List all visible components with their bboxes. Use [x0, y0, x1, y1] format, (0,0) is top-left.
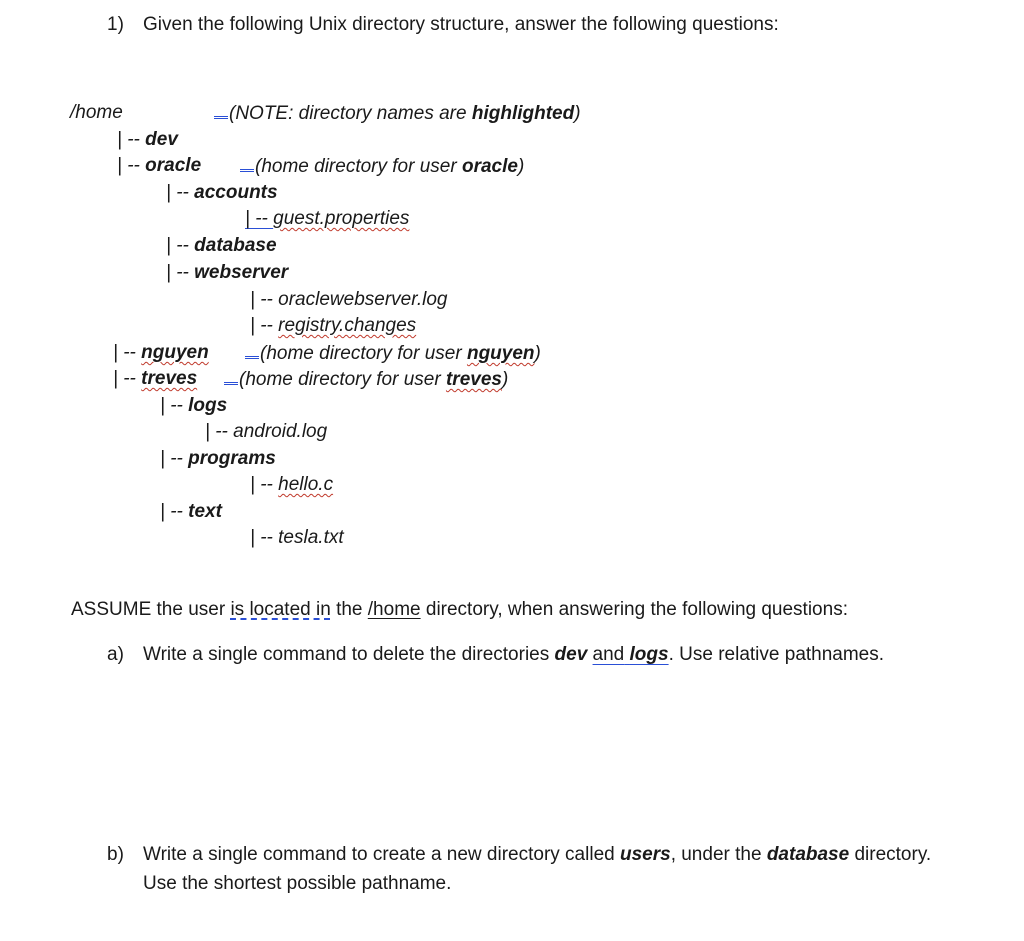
tree-treves: | -- treves [113, 368, 198, 389]
tree-nguyen-note: (home directory for user nguyen) [245, 342, 541, 365]
tree-treves-note: (home directory for user treves) [224, 368, 508, 391]
tree-oracle: | -- oracle [117, 155, 202, 176]
tree-accounts: | -- accounts [166, 182, 278, 203]
tree-text: | -- text [160, 501, 222, 522]
tree-android-log: | -- android.log [205, 421, 328, 442]
tree-programs: | -- programs [160, 448, 276, 469]
tree-logs: | -- logs [160, 395, 228, 416]
question-number: 1) [107, 14, 124, 35]
assume-paragraph: ASSUME the user is located in the /home directory, when answering the following questions: [71, 599, 848, 620]
tree-dev: | -- dev [117, 129, 178, 150]
tree-oraclewebserver-log: | -- oraclewebserver.log [250, 289, 448, 310]
tree-registry-changes: | -- registry.changes [250, 315, 417, 336]
part-a-label: a) [107, 644, 124, 665]
tree-database: | -- database [166, 235, 277, 256]
part-b-text-line2: Use the shortest possible pathname. [143, 873, 452, 894]
comment-marker-icon [224, 368, 238, 385]
tree-tesla-txt: | -- tesla.txt [250, 527, 344, 548]
part-b-text-line1: Write a single command to create a new directory called users, under the database directory. [143, 844, 932, 865]
part-b-label: b) [107, 844, 124, 865]
tree-nguyen: | -- nguyen [113, 342, 209, 363]
tree-hello-c: | -- hello.c [250, 474, 334, 495]
tree-note: (NOTE: directory names are highlighted) [214, 102, 581, 125]
tree-oracle-note: (home directory for user oracle) [240, 155, 524, 178]
comment-marker-icon [245, 342, 259, 359]
tree-webserver: | -- webserver [166, 262, 289, 283]
tree-guest-properties: | -- guest.properties [245, 208, 410, 229]
question-text: Given the following Unix directory structure, answer the following questions: [143, 14, 779, 35]
part-a-text: Write a single command to delete the directories dev and logs. Use relative pathnames. [143, 644, 885, 665]
comment-marker-icon [240, 155, 254, 172]
tree-root: /home [70, 102, 123, 123]
comment-marker-icon [214, 102, 228, 119]
